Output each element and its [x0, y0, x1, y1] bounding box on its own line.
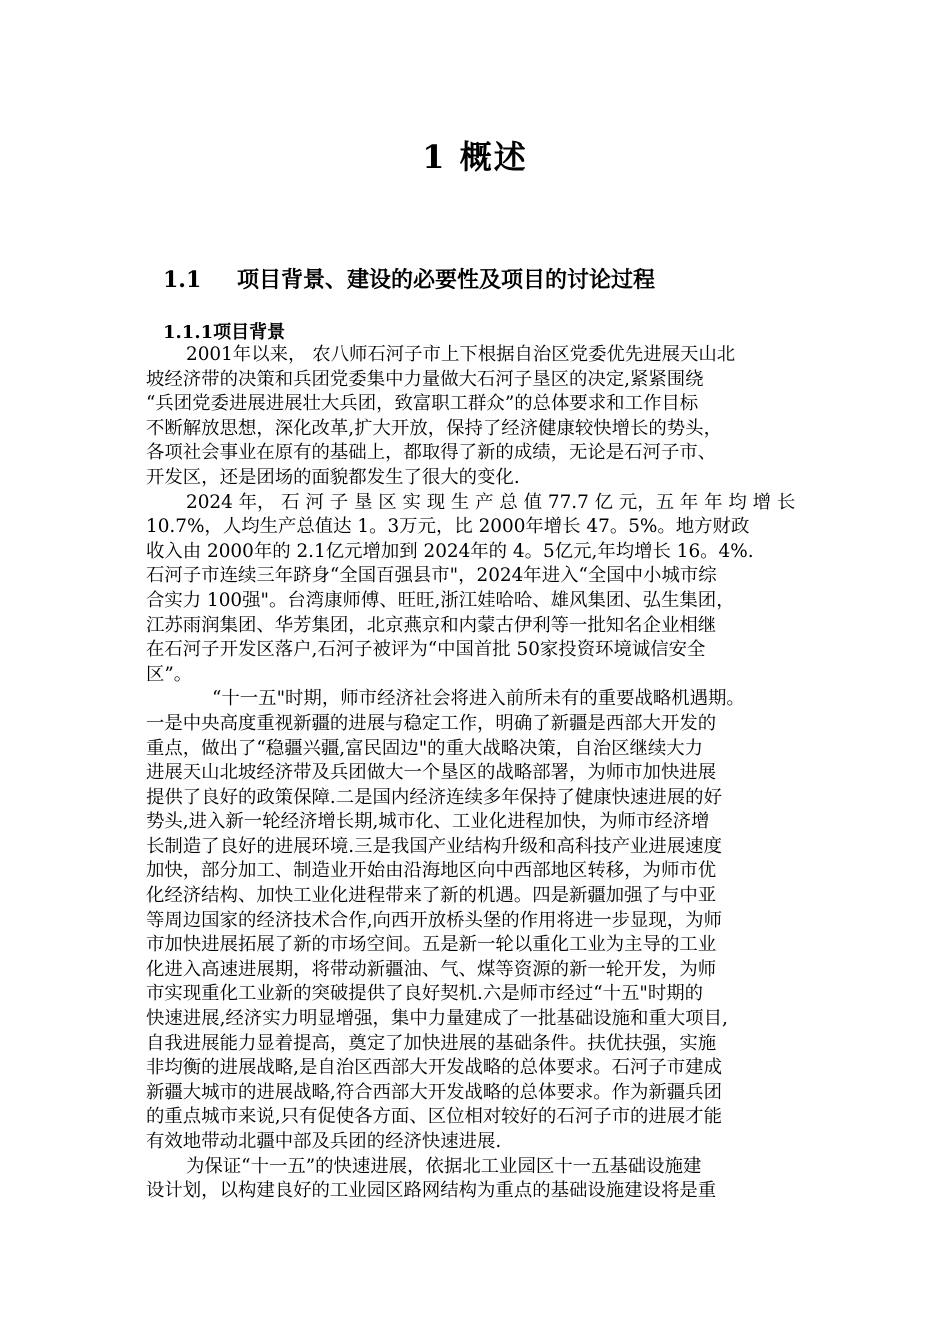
body-line: 进展天山北坡经济带及兵团做大一个垦区的战略部署，为师市加快进展 — [146, 762, 717, 784]
body-line: 自我进展能力显着提高，奠定了加快进展的基础条件。扶优扶强，实施 — [146, 1032, 717, 1054]
body-line: 化进入高速进展期，将带动新疆油、气、煤等资源的新一轮开发，为师 — [146, 958, 717, 980]
body-line: 合实力 100强"。台湾康师傅、旺旺,浙江娃哈哈、雄风集团、弘生集团， — [146, 589, 735, 611]
body-line: 的重点城市来说,只有促使各方面、区位相对较好的石河子市的进展才能 — [146, 1106, 722, 1128]
body-line: 江苏雨润集团、华芳集团，北京燕京和内蒙古伊利等一批知名企业相继 — [146, 614, 717, 636]
subsection-heading: 1.1.1项目背景 — [163, 322, 286, 343]
body-line: 快速进展,经济实力明显增强，集中力量建成了一批基础设施和重大项目, — [146, 1008, 728, 1030]
body-line: 市加快进展拓展了新的市场空间。五是新一轮以重化工业为主导的工业 — [146, 934, 717, 956]
body-line: 有效地带动北疆中部及兵团的经济快速进展. — [146, 1131, 502, 1152]
body-line: 各项社会事业在原有的基础上，都取得了新的成绩，无论是石河子市、 — [146, 442, 717, 464]
body-line: 非均衡的进展战略,是自治区西部大开发战略的总体要求。石河子市建成 — [146, 1057, 722, 1079]
body-line: 设计划，以构建良好的工业园区路网结构为重点的基础设施建设将是重 — [146, 1180, 717, 1202]
chapter-title: 1 概述 — [422, 138, 528, 176]
body-line: 新疆大城市的进展战略,符合西部大开发战略的总体要求。作为新疆兵团 — [146, 1081, 722, 1103]
section-title: 项目背景、建设的必要性及项目的讨论过程 — [237, 267, 656, 293]
body-line: “兵团党委进展进展壮大兵团，致富职工群众”的总体要求和工作目标 — [146, 393, 699, 415]
body-line: “十一五"时期，师市经济社会将进入前所未有的重要战略机遇期。 — [212, 688, 745, 710]
body-line: 开发区，还是团场的面貌都发生了很大的变化. — [146, 466, 520, 488]
body-line: 重点，做出了“稳疆兴疆,富民固边"的重大战略决策，自治区继续大力 — [146, 737, 704, 759]
body-line: 收入由 2000年的 2.1亿元增加到 2024年的 4。5亿元,年均增长 16。4%. — [146, 540, 754, 562]
body-line: 为保证“十一五”的快速进展，依据北工业园区十一五基础设施建 — [186, 1155, 702, 1177]
body-text — [146, 343, 868, 1204]
body-line: 一是中央高度重视新疆的进展与稳定工作，明确了新疆是西部大开发的 — [146, 712, 717, 734]
body-line: 势头,进入新一轮经济增长期,城市化、工业化进程加快，为师市经济增 — [146, 811, 710, 833]
section-heading — [163, 263, 655, 294]
body-line: 不断解放思想，深化改革,扩大开放，保持了经济健康较快增长的势头， — [146, 417, 722, 439]
body-line: 长制造了良好的进展环境.三是我国产业结构升级和高科技产业进展速度 — [146, 835, 722, 857]
body-line: 区”。 — [146, 663, 193, 685]
body-line: 石河子市连续三年跻身“全国百强县市"，2024年进入“全国中小城市综 — [146, 565, 717, 587]
body-line: 2024 年， 石 河 子 垦 区 实 现 生 产 总 值 77.7 亿 元，五 年 年 均 增 长 — [186, 491, 796, 513]
body-line: 在石河子开发区落户,石河子被评为“中国首批 50家投资环境诚信安全 — [146, 639, 706, 661]
body-line: 等周边国家的经济技术合作,向西开放桥头堡的作用将进一步显现，为师 — [146, 909, 722, 931]
body-line: 化经济结构、加快工业化进程带来了新的机遇。四是新疆加强了与中亚 — [146, 885, 717, 907]
body-line: 10.7%，人均生产总值达 1。3万元，比 2000年增长 47。5%。地方财政 — [146, 516, 750, 538]
body-line: 市实现重化工业新的突破提供了良好契机.六是师市经过“十五"时期的 — [146, 983, 704, 1005]
body-line: 加快，部分加工、制造业开始由沿海地区向中西部地区转移，为师市优 — [146, 860, 717, 882]
body-line: 坡经济带的决策和兵团党委集中力量做大石河子垦区的决定,紧紧围绕 — [146, 368, 704, 390]
body-line: 2001年以来， 农八师石河子市上下根据自治区党委优先进展天山北 — [186, 344, 736, 365]
section-number: 1.1 — [163, 267, 202, 293]
body-line: 提供了良好的政策保障.二是国内经济连续多年保持了健康快速进展的好 — [146, 786, 722, 808]
